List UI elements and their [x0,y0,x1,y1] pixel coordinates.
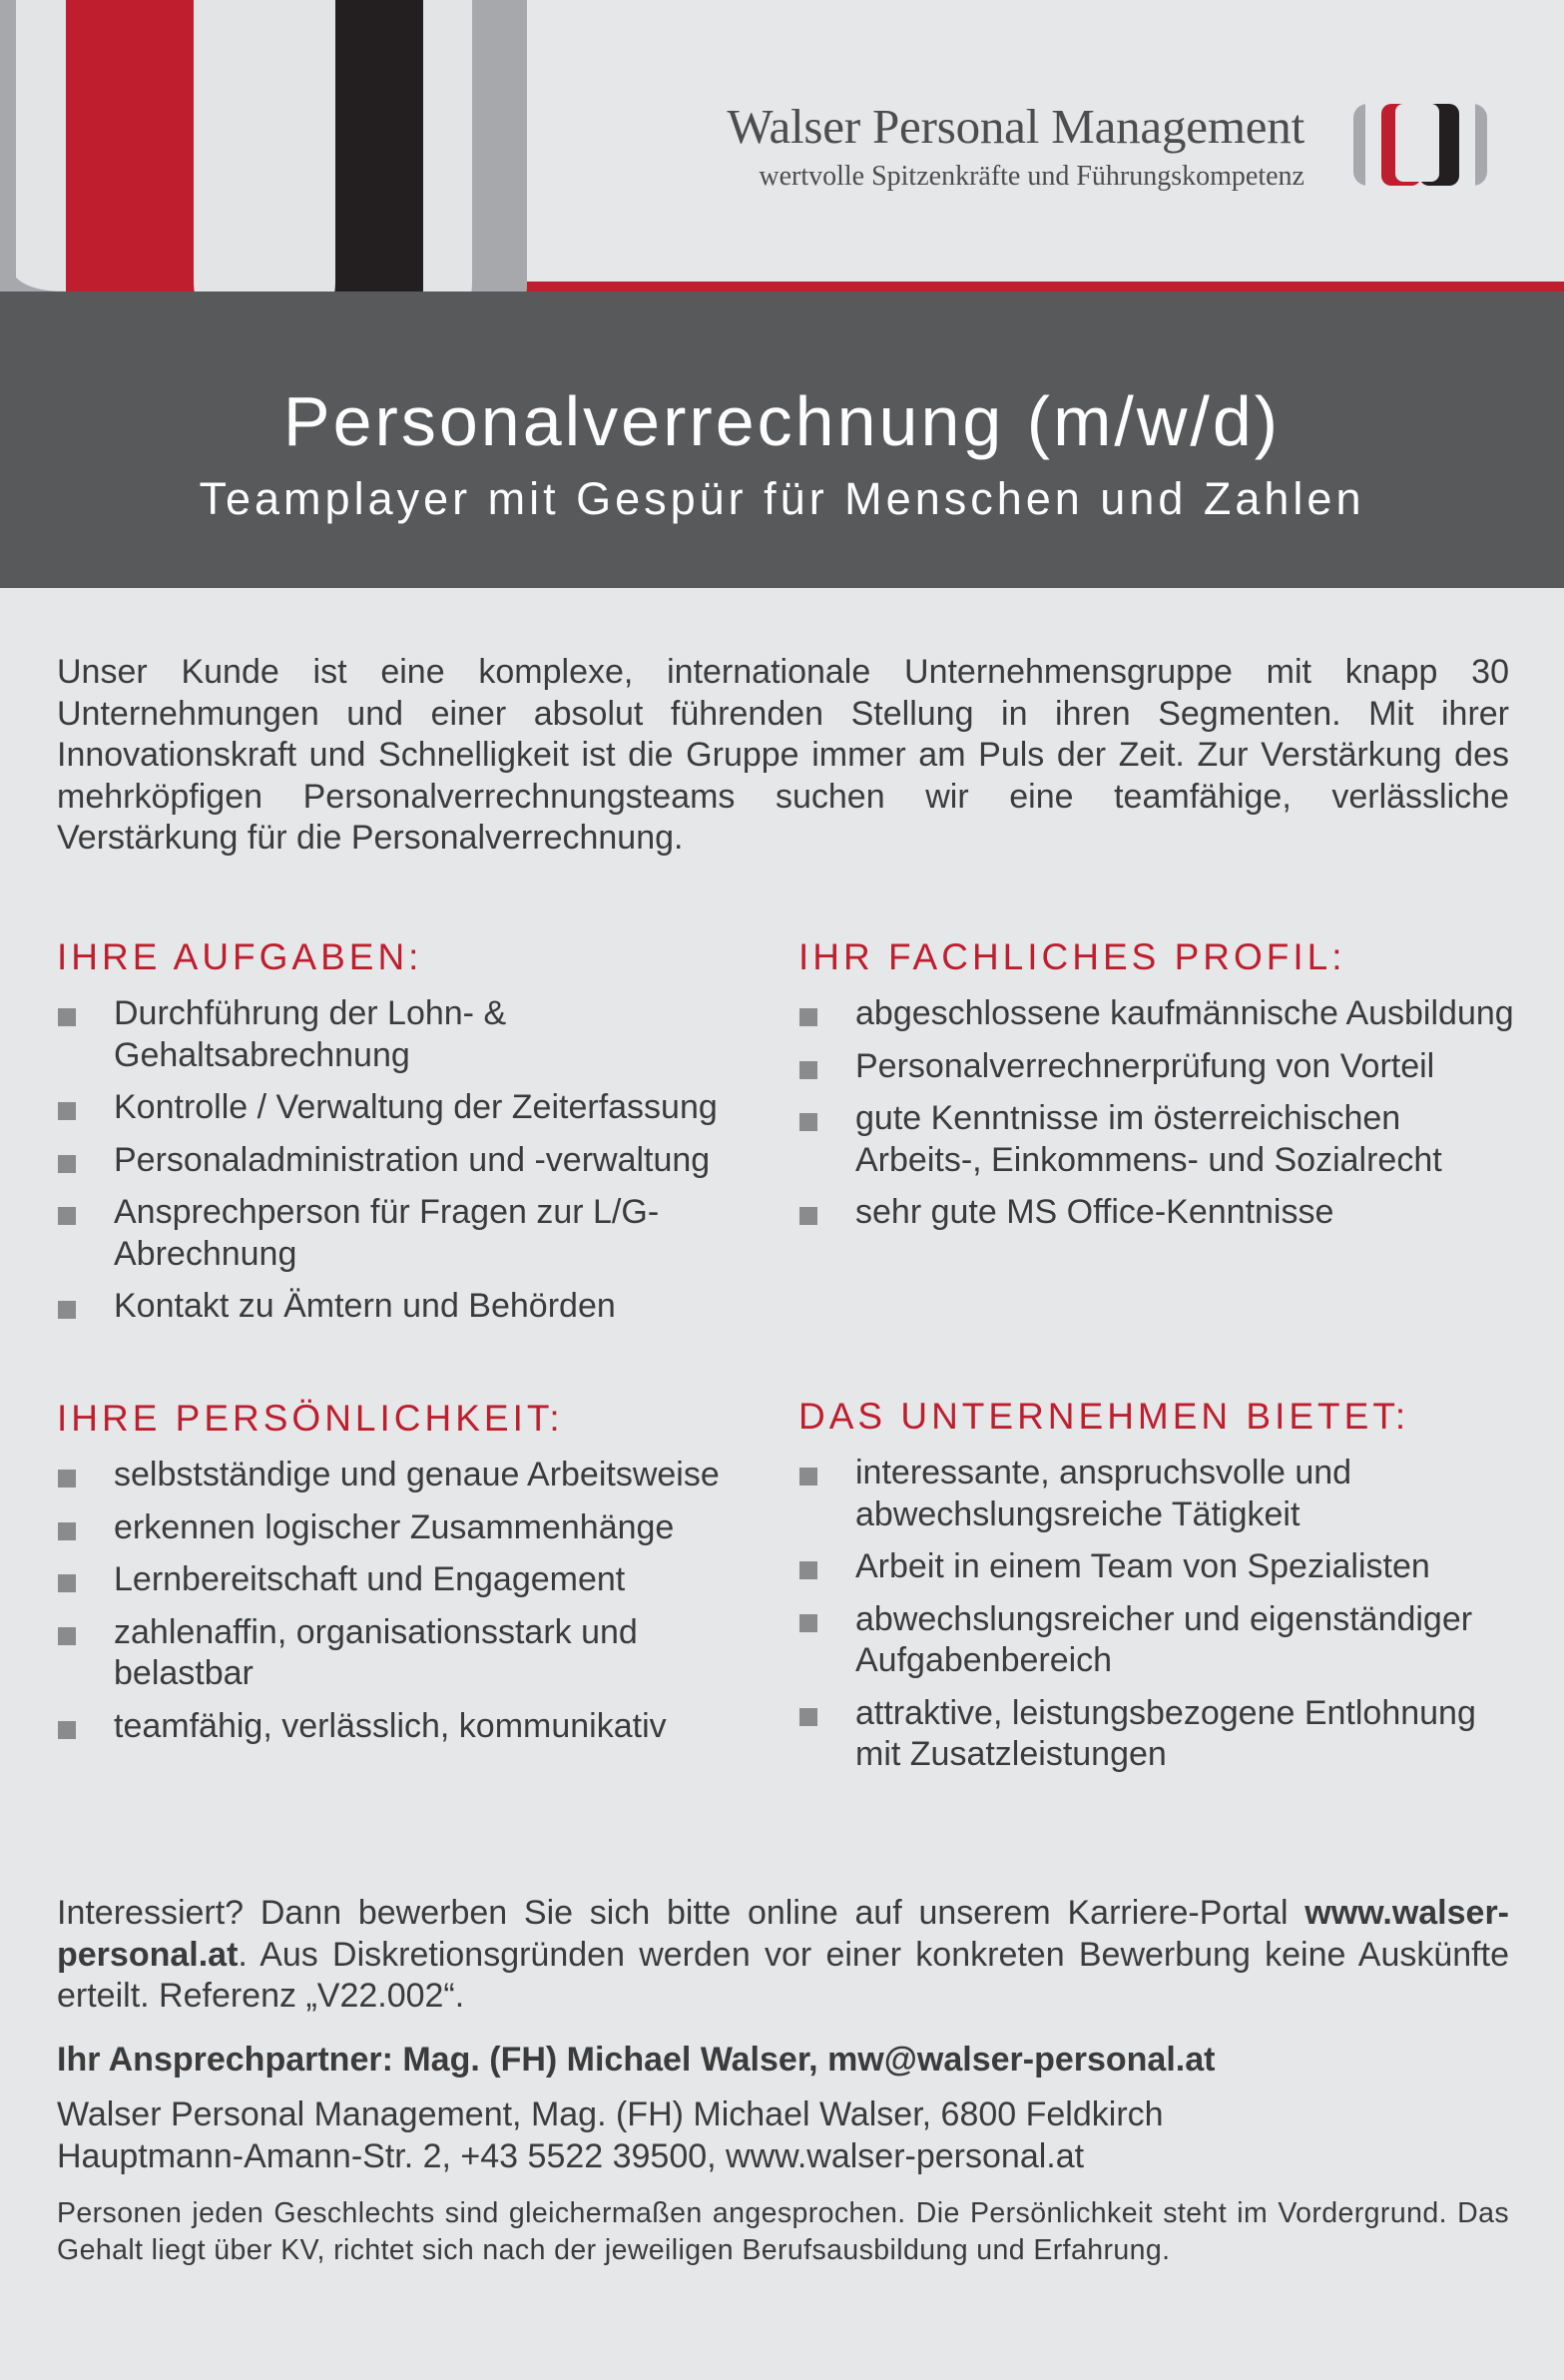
list-item [798,1546,1517,1588]
list-item-text: abgeschlossene kaufmännische Ausbildung [855,994,1514,1032]
career-portal-link[interactable]: www.walser-personal.at [57,1894,1509,1974]
address-block [57,2094,1509,2177]
square-bullet-icon [58,1721,76,1739]
square-bullet-icon [58,1627,76,1645]
list-item-text: Personaladministration und -verwaltung [114,1140,711,1179]
square-bullet-icon [58,1102,76,1120]
square-bullet-icon [799,1468,817,1486]
list-item [57,1192,776,1275]
list-item [57,1087,776,1129]
apply-prefix: Interessiert? Dann bewerben Sie sich bitte online auf unserem Karriere-Portal [57,1894,1305,1932]
list-item [57,1455,776,1496]
list-item [57,1612,776,1695]
list-item-text: Kontrolle / Verwaltung der Zeiterfassung [114,1088,718,1126]
list-item [798,1098,1517,1181]
square-bullet-icon [799,1207,817,1225]
address-line: Hauptmann-Amann-Str. 2, +43 5522 39500, www.walser-personal.at [57,2136,1085,2175]
section-heading: IHR FACHLICHES PROFIL: [798,936,1346,977]
list-item [57,1559,776,1601]
square-bullet-icon [58,1207,76,1225]
list-item-text: attraktive, leistungsbezogene Entlohnung mit Zusatzleistungen [855,1693,1476,1773]
brand-name: Walser Personal Management [727,99,1304,154]
square-bullet-icon [799,1061,817,1079]
intro-paragraph: Unser Kunde ist eine komplexe, internationale Unternehmensgruppe mit knapp 30 Unternehmungen und einer absolut führenden Stellung in ihren Segmenten. Mit ihrer Innovationskraft und Schnelligkeit ist die Gruppe immer am Puls der Zeit. Zur Verstärkung des mehrköpfigen Personalverrechnungsteams suchen wir eine teamfähige, verlässliche Verstärkung für die Personalverrechnung. [57,653,1509,857]
list-item-text: Ansprechperson für Fragen zur L/G-Abrechnung [114,1193,660,1273]
apply-suffix: . Aus Diskretionsgründen werden vor einer konkreten Bewerbung keine Auskünfte erteilt. Referenz „V22.002“. [57,1935,1509,2015]
section-heading: DAS UNTERNEHMEN BIETET: [798,1396,1410,1437]
square-bullet-icon [799,1708,817,1726]
list-item-text: selbstständige und genaue Arbeitsweise [114,1456,720,1493]
list-item-text: Lernbereitschaft und Engagement [114,1560,626,1598]
list-item [798,1599,1517,1682]
square-bullet-icon [58,1522,76,1540]
list-item-text: teamfähig, verlässlich, kommunikativ [114,1706,667,1745]
personality-list [57,1455,776,1747]
light-inner-shape-right [194,0,335,292]
list-item-text: Personalverrechnerprüfung von Vorteil [855,1046,1435,1085]
list-item-text: zahlenaffin, organisationsstark und belastbar [114,1612,638,1692]
apply-paragraph [57,1893,1509,2018]
brand-block [727,98,1304,193]
brand-tagline: wertvolle Spitzenkräfte und Führungskompetenz [759,161,1304,192]
list-item-text: Arbeit in einem Team von Spezialisten [855,1547,1430,1585]
list-item [798,1046,1517,1088]
list-item [798,1453,1517,1535]
section-bietet [798,1398,1517,1787]
square-bullet-icon [799,1561,817,1579]
section-profil [798,938,1517,1245]
job-title: Personalverrechnung (m/w/d) [282,382,1282,460]
task-list [57,993,776,1328]
list-item-text: sehr gute MS Office-Kenntnisse [855,1193,1334,1231]
header [0,0,1564,292]
section-heading: IHRE AUFGABEN: [57,936,423,977]
profile-list [798,993,1517,1234]
list-item-text: Kontakt zu Ämtern und Behörden [114,1287,616,1325]
square-bullet-icon [58,1574,76,1592]
list-item [57,1706,776,1748]
list-item [57,1286,776,1328]
list-item [798,993,1517,1035]
list-item-text: interessante, anspruchsvolle und abwechslungsreiche Tätigkeit [855,1454,1352,1533]
list-item-text: Durchführung der Lohn- & Gehaltsabrechnung [114,994,507,1074]
square-bullet-icon [799,1614,817,1632]
section-persoenlichkeit [57,1400,776,1758]
square-bullet-icon [799,1113,817,1131]
light-inner-shape [16,0,66,292]
square-bullet-icon [58,1470,76,1488]
job-subtitle: Teamplayer mit Gespür für Menschen und Zahlen [199,473,1365,524]
title-banner [0,292,1564,588]
list-item-text: erkennen logischer Zusammenhänge [114,1507,675,1546]
list-item-text: abwechslungsreicher und eigenständiger Aufgabenbereich [855,1599,1473,1679]
square-bullet-icon [799,1008,817,1026]
list-item [57,1140,776,1182]
light-outer-shape [423,0,472,292]
disclaimer-text: Personen jeden Geschlechts sind gleichermaßen angesprochen. Die Persönlichkeit steht im Vordergrund. Das Gehalt liegt über KV, richtet sich nach der jeweiligen Berufsausbildung und Erfahrung. [57,2197,1509,2266]
section-aufgaben [57,938,776,1339]
list-item-text: gute Kenntnisse im österreichischen Arbeits-, Einkommens- und Sozialrecht [855,1099,1442,1179]
square-bullet-icon [58,1155,76,1173]
square-bullet-icon [58,1301,76,1319]
section-heading: IHRE PERSÖNLICHKEIT: [57,1398,564,1439]
square-bullet-icon [58,1008,76,1026]
address-line: Walser Personal Management, Mag. (FH) Michael Walser, 6800 Feldkirch [57,2095,1164,2133]
footer [57,1893,1509,2269]
walser-logo-icon [1351,102,1489,188]
list-item [798,1192,1517,1234]
list-item [57,993,776,1076]
offer-list [798,1453,1517,1776]
list-item [57,1507,776,1549]
contact-person: Ihr Ansprechpartner: Mag. (FH) Michael Walser, mw@walser-personal.at [57,2040,1216,2079]
list-item [798,1693,1517,1776]
